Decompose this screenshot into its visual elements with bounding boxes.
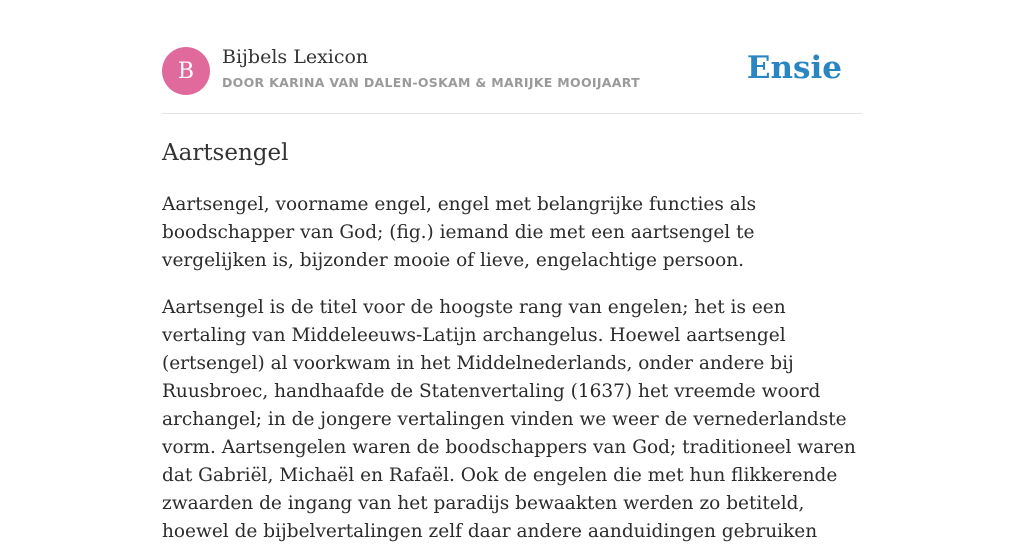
entry-title: Aartsengel [162,140,289,166]
book-title[interactable]: Bijbels Lexicon [222,46,369,68]
entry-paragraph-2: Aartsengel is de titel voor de hoogste rang van engelen; het is een vertaling van Middeleeuws-Latijn archangelus. Hoewel aartsengel (ertsengel) al voorkwam in het Middelnederlands, onder andere bij Ruusbroec, handhaafde de Statenvertaling (1637) het vreemde woord archangel; in de jongere vertalingen vinden we weer de vernederlandste vorm. Aartsengelen waren de boodschappers van God; traditioneel waren dat Gabriël, Michaël en Rafaël. Ook de engelen die met hun flikkerende zwaarden de ingang van het paradijs bewaakten werden zo betiteld, hoewel de bijbelvertalingen zelf daar andere aanduidingen gebruiken [162,297,856,542]
ensie-logo[interactable]: Ensie [746,50,842,86]
book-avatar[interactable]: B [162,47,210,95]
page [162,0,862,546]
book-authors: DOOR KARINA VAN DALEN-OSKAM & MARIJKE MOOIJAART [222,75,640,90]
header [162,0,862,114]
entry-paragraph-1: Aartsengel, voorname engel, engel met belangrijke functies als boodschapper van God; (fig.) iemand die met een aartsengel te vergelijken is, bijzonder mooie of lieve, engelachtige persoon. [162,194,757,271]
